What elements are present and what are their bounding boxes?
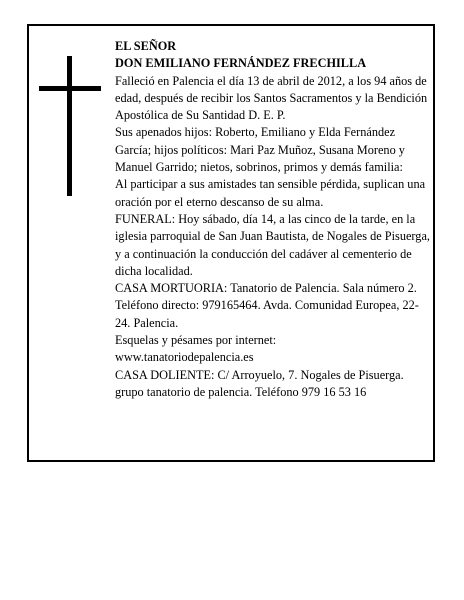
notice-title: EL SEÑOR xyxy=(115,39,177,53)
cross-horizontal-bar xyxy=(39,86,101,91)
funeral-details: FUNERAL: Hoy sábado, día 14, a las cinco de la tarde, en la iglesia parroquial de San Juan Bautista, de Nogales de Pisuerga, y a continuación la conducción del cadáver al cementerio de dicha localidad. xyxy=(115,211,430,278)
prayer-request: Al participar a sus amistades tan sensible pérdida, suplican una oración por el eterno descanso de su alma. xyxy=(115,177,426,209)
family-home-address: CASA DOLIENTE: C/ Arroyuelo, 7. Nogales de Pisuerga. xyxy=(115,367,404,382)
cross-vertical-bar xyxy=(67,56,72,196)
funeral-group-contact: grupo tanatorio de palencia. Teléfono 979 16 53 16 xyxy=(115,384,367,399)
notice-text xyxy=(115,38,431,401)
obituary-notice xyxy=(27,24,435,462)
funeral-home-details: CASA MORTUORIA: Tanatorio de Palencia. Sala número 2. Teléfono directo: 979165464. Avda. Comunidad Europea, 22-24. Palencia. xyxy=(115,281,419,330)
cross-icon xyxy=(39,56,101,196)
condolences-label: Esquelas y pésames por internet: xyxy=(115,333,277,348)
condolences-website: www.tanatoriodepalencia.es xyxy=(115,350,254,365)
family-list: Sus apenados hijos: Roberto, Emiliano y Elda Fernández García; hijos políticos: Mari Paz Muñoz, Susana Moreno y Manuel Garrido; nietos, sobrinos, primos y demás familia: xyxy=(115,125,405,175)
death-details: Falleció en Palencia el día 13 de abril de 2012, a los 94 años de edad, después de recibir los Santos Sacramentos y la Bendición Apostólica de Su Santidad D. E. P. xyxy=(115,73,428,123)
deceased-name: DON EMILIANO FERNÁNDEZ FRECHILLA xyxy=(115,56,367,71)
